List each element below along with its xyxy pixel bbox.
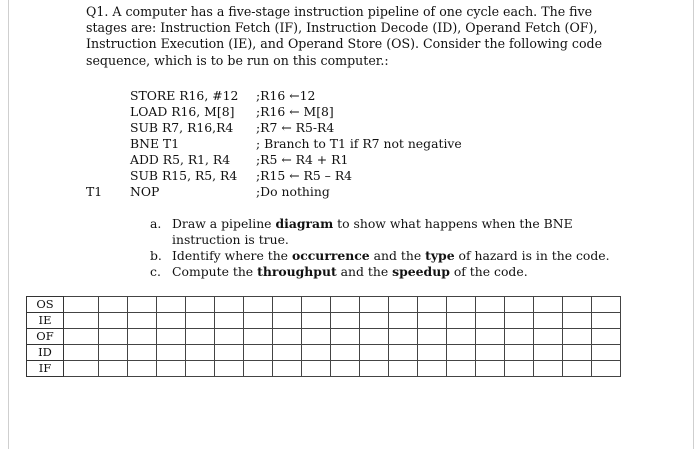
grid-cell [186,329,215,345]
grid-cell [592,313,621,329]
grid-cell [447,361,476,377]
grid-cell [302,297,331,313]
grid-cell [215,297,244,313]
grid-cell [331,297,360,313]
task-bold: occurrence [291,248,370,263]
grid-cell [273,297,302,313]
grid-cell [476,297,505,313]
code-label: T1 [86,184,103,199]
code-instruction: LOAD R16, M[8] [130,104,235,119]
grid-cell [99,345,128,361]
grid-cell [64,329,99,345]
grid-cell [447,329,476,345]
stage-label: ID [27,345,64,361]
grid-cell [157,361,186,377]
grid-cell [592,329,621,345]
task-text: of the code. [449,264,528,279]
grid-cell [331,361,360,377]
task-text: and the [369,248,426,263]
grid-cell [215,329,244,345]
task-text: Identify where the [172,248,292,263]
grid-cell [418,313,447,329]
grid-cell [534,361,563,377]
grid-cell [128,345,157,361]
grid-cell [244,329,273,345]
grid-cell [273,361,302,377]
stage-label: IF [27,361,64,377]
grid-cell [360,345,389,361]
grid-cell [505,345,534,361]
code-comment: ;R16 ←12 [256,88,316,103]
code-comment: ; Branch to T1 if R7 not negative [256,136,462,151]
grid-cell [186,313,215,329]
grid-cell [128,297,157,313]
stage-label: OS [27,297,64,313]
pipeline-row [27,329,621,345]
pipeline-row [27,345,621,361]
grid-cell [592,345,621,361]
grid-cell [418,297,447,313]
grid-cell [534,297,563,313]
grid-cell [360,329,389,345]
grid-cell [389,297,418,313]
grid-cell [157,297,186,313]
grid-cell [563,313,592,329]
code-instruction: ADD R5, R1, R4 [130,152,231,167]
grid-cell [476,345,505,361]
task-text: to show what happens when the BNE instruction is true. [172,216,573,247]
code-instruction: STORE R16, #12 [130,88,239,103]
task-bold: speedup [392,264,450,279]
grid-cell [331,313,360,329]
pipeline-row [27,313,621,329]
grid-cell [302,329,331,345]
code-comment: ;R16 ← M[8] [256,104,334,119]
grid-cell [447,345,476,361]
grid-cell [360,361,389,377]
grid-cell [505,313,534,329]
grid-cell [215,361,244,377]
grid-cell [418,361,447,377]
stage-label: OF [27,329,64,345]
grid-cell [64,345,99,361]
grid-cell [505,329,534,345]
task-text: Compute the [172,264,258,279]
pipeline-row [27,297,621,313]
grid-cell [389,361,418,377]
code-comment: ;R5 ← R4 + R1 [256,152,349,167]
code-comment: ;Do nothing [256,184,330,199]
grid-cell [186,345,215,361]
grid-cell [418,345,447,361]
grid-cell [360,297,389,313]
grid-cell [389,345,418,361]
grid-cell [244,313,273,329]
pipeline-grid [26,296,621,377]
grid-cell [244,345,273,361]
grid-cell [331,345,360,361]
grid-cell [99,361,128,377]
code-comment: ;R15 ← R5 – R4 [256,168,353,183]
grid-cell [273,345,302,361]
grid-cell [157,329,186,345]
pipeline-row [27,361,621,377]
grid-cell [447,313,476,329]
grid-cell [273,329,302,345]
grid-cell [563,345,592,361]
grid-cell [360,313,389,329]
task-marker: c. [150,264,161,279]
task-text: of hazard is in the code. [454,248,610,263]
grid-cell [418,329,447,345]
grid-cell [302,313,331,329]
grid-cell [302,345,331,361]
grid-cell [534,345,563,361]
code-instruction: SUB R15, R5, R4 [130,168,238,183]
grid-cell [592,361,621,377]
code-instruction: NOP [130,184,160,199]
grid-cell [128,329,157,345]
grid-cell [157,345,186,361]
grid-cell [534,329,563,345]
task-bold: type [425,248,455,263]
grid-cell [99,313,128,329]
grid-cell [273,313,302,329]
task-item [150,216,620,248]
grid-cell [389,313,418,329]
grid-cell [476,313,505,329]
grid-cell [157,313,186,329]
grid-cell [331,329,360,345]
grid-cell [592,297,621,313]
task-item [150,248,620,264]
grid-cell [64,297,99,313]
code-instruction: SUB R7, R16,R4 [130,120,234,135]
task-item [150,264,620,280]
task-bold: diagram [275,216,334,231]
grid-cell [128,361,157,377]
grid-cell [186,361,215,377]
task-list [150,216,620,280]
grid-cell [302,361,331,377]
grid-cell [215,345,244,361]
stage-label: IE [27,313,64,329]
grid-cell [447,297,476,313]
grid-cell [99,329,128,345]
grid-cell [128,313,157,329]
task-marker: a. [150,216,162,231]
grid-cell [476,361,505,377]
grid-cell [244,297,273,313]
grid-cell [64,313,99,329]
grid-cell [99,297,128,313]
question-text: Q1. A computer has a five-stage instruction pipeline of one cycle each. The five stages are: Instruction Fetch (IF), Instruction Decode (ID), Operand Fetch (OF), Instruction Execution (IE), and Operand Store (OS). Consider the following code sequence, which is to be run on this computer.: [86,4,603,68]
grid-cell [563,361,592,377]
grid-cell [64,361,99,377]
task-bold: throughput [257,264,337,279]
task-text: and the [336,264,393,279]
code-instruction: BNE T1 [130,136,180,151]
grid-cell [563,297,592,313]
grid-cell [534,313,563,329]
grid-cell [476,329,505,345]
task-marker: b. [150,248,162,263]
grid-cell [505,361,534,377]
task-text: Draw a pipeline [172,216,276,231]
grid-cell [389,329,418,345]
grid-cell [244,361,273,377]
grid-cell [505,297,534,313]
code-comment: ;R7 ← R5-R4 [256,120,335,135]
grid-cell [215,313,244,329]
grid-cell [186,297,215,313]
grid-cell [563,329,592,345]
